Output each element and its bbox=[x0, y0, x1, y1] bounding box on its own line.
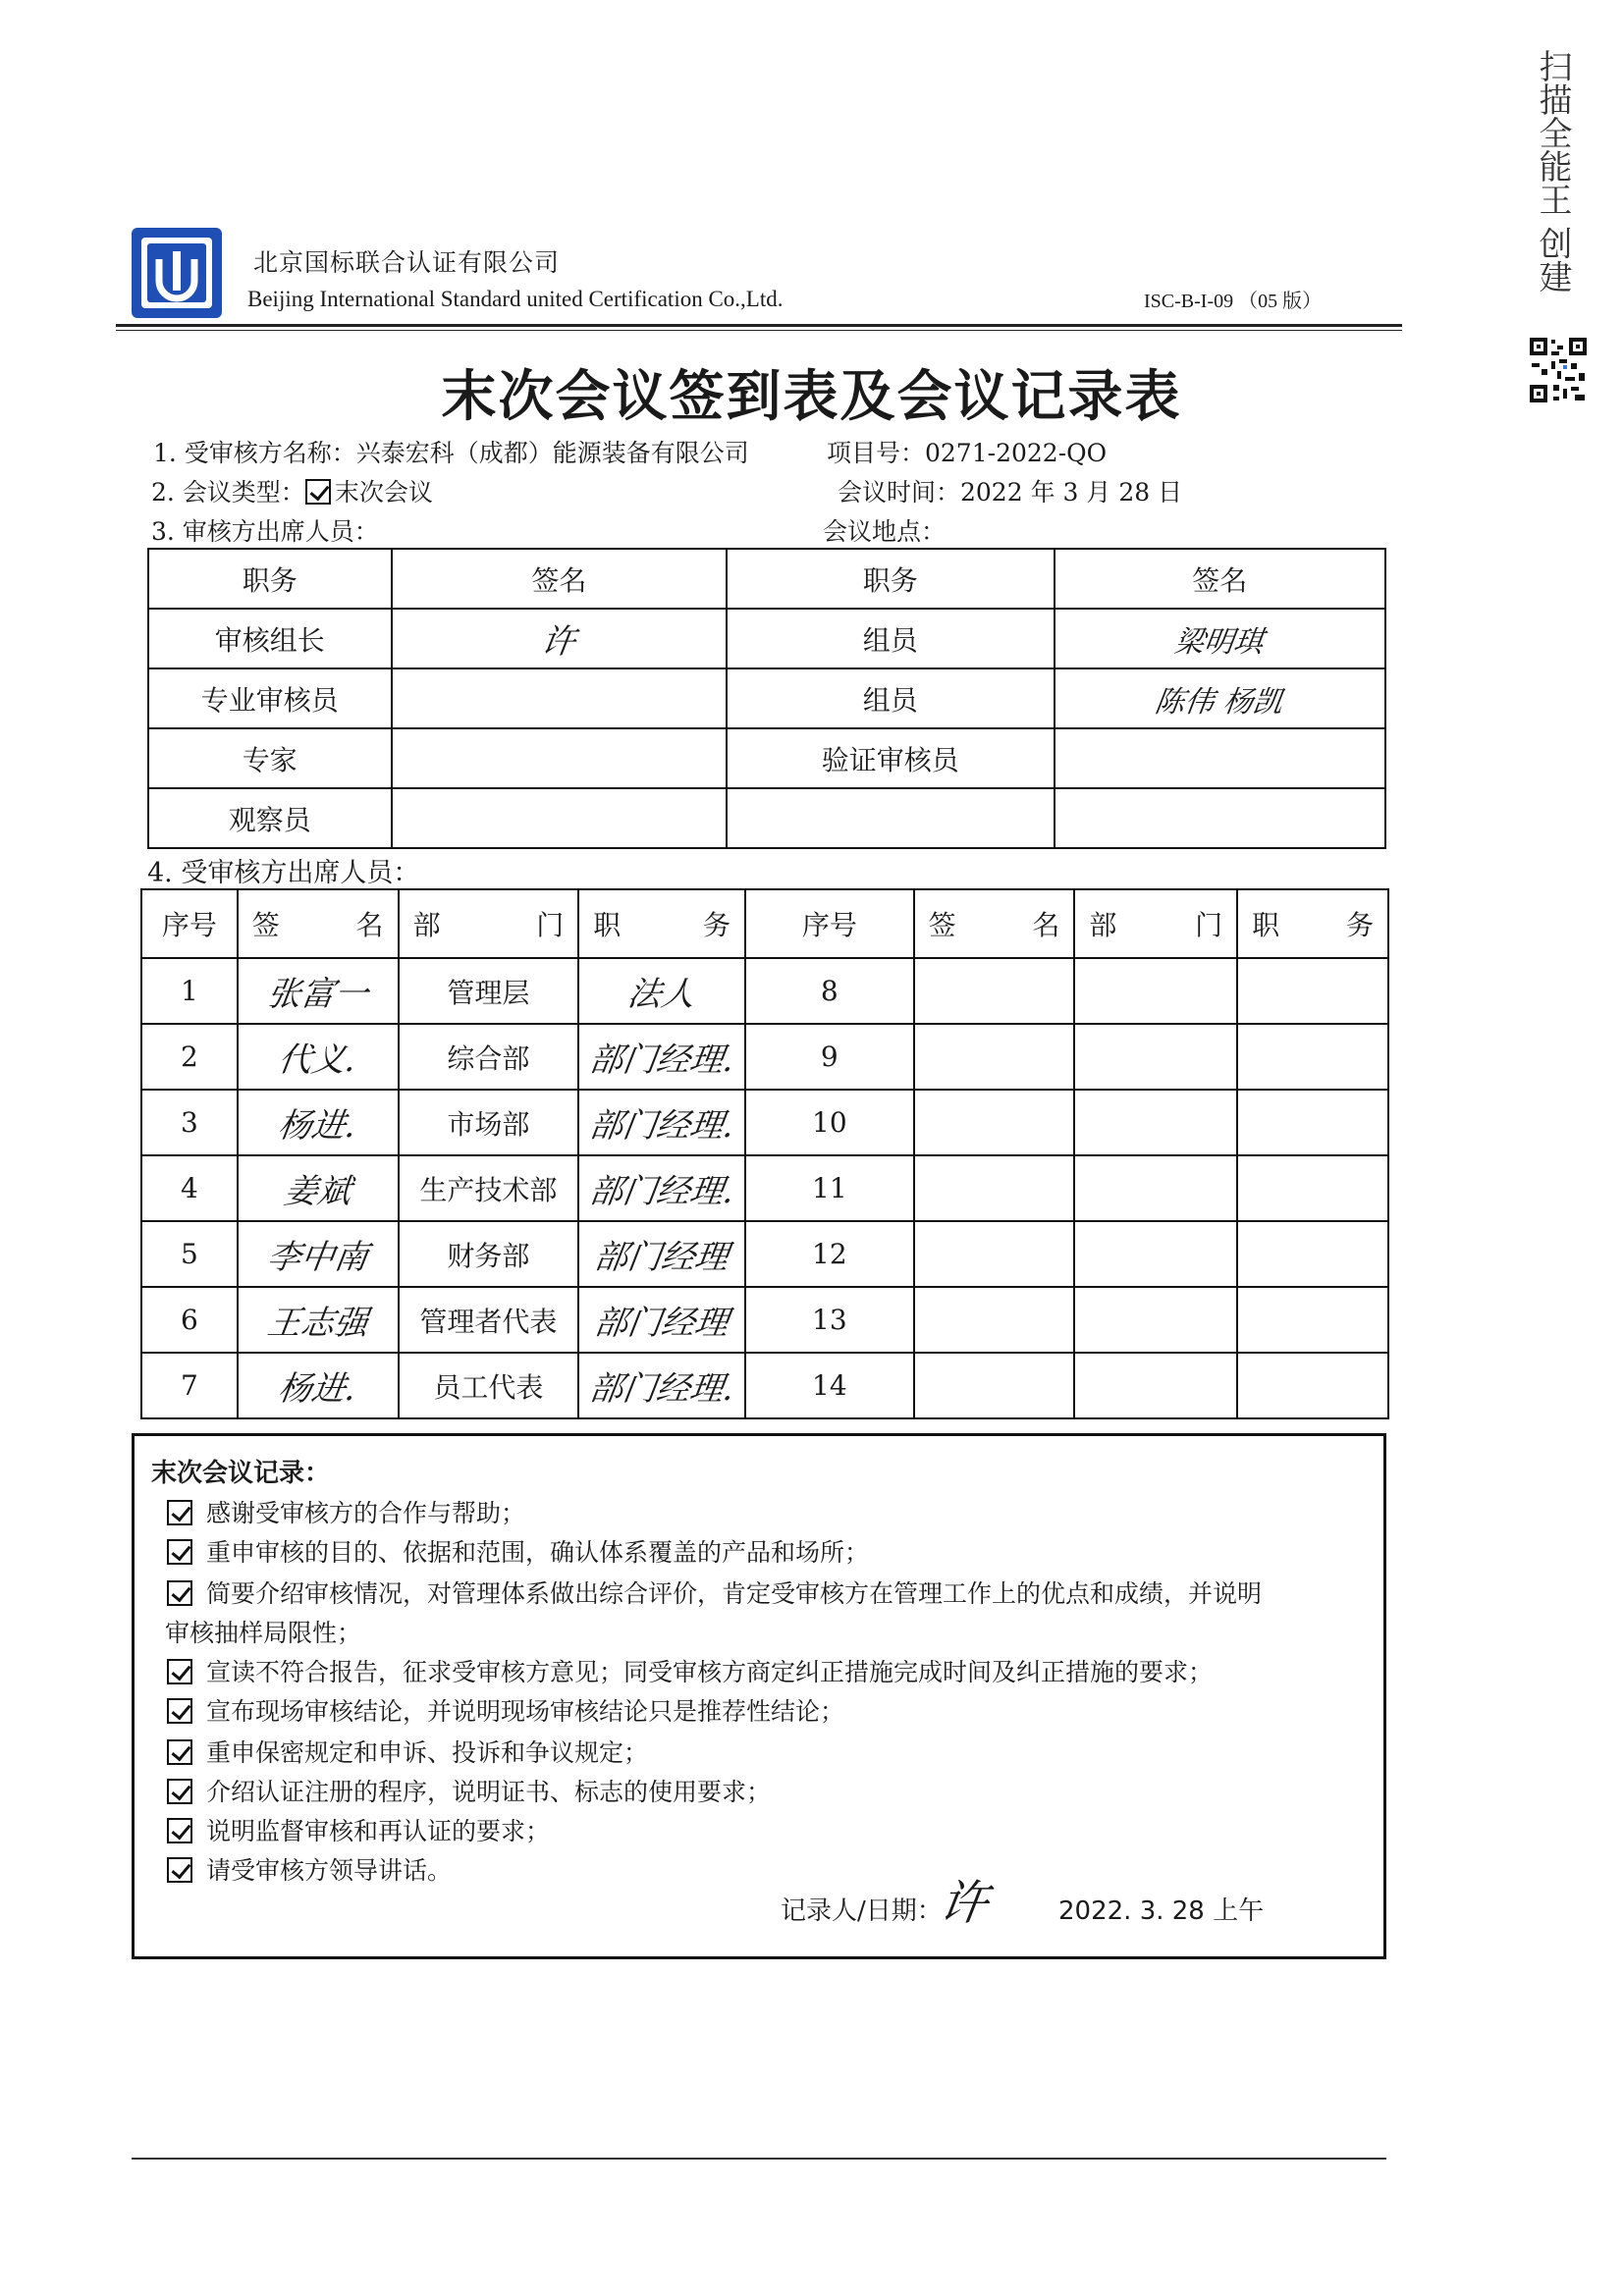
handwritten-position: 部门经理. bbox=[586, 1172, 736, 1211]
position-cell bbox=[578, 1353, 745, 1418]
signature-cell[interactable] bbox=[238, 1090, 399, 1155]
row-number: 5 bbox=[141, 1221, 238, 1287]
table-row bbox=[148, 728, 1385, 788]
auditor-attendees-label: 3. 审核方出席人员： bbox=[151, 517, 379, 546]
auditor-sign-in-table bbox=[147, 548, 1386, 849]
handwritten-position: 部门经理. bbox=[586, 1041, 736, 1080]
department-cell bbox=[1074, 1287, 1237, 1353]
header-cell: 签 名 bbox=[238, 889, 399, 958]
handwritten-position: 部门经理. bbox=[586, 1106, 736, 1146]
position-cell bbox=[1237, 1024, 1388, 1090]
signature: 王志强 bbox=[264, 1304, 370, 1343]
department-cell bbox=[1074, 958, 1237, 1024]
company-logo bbox=[128, 224, 226, 322]
signature-cell[interactable] bbox=[238, 1221, 399, 1287]
department-cell bbox=[1074, 1221, 1237, 1287]
signature: 姜斌 bbox=[281, 1172, 353, 1211]
header-cell: 序号 bbox=[141, 889, 238, 958]
signature-cell[interactable] bbox=[914, 1221, 1075, 1287]
position-cell bbox=[578, 1287, 745, 1353]
position-cell bbox=[1237, 1221, 1388, 1287]
department-cell bbox=[1074, 1353, 1237, 1418]
bottom-rule bbox=[132, 2158, 1386, 2160]
department-cell bbox=[1074, 1090, 1237, 1155]
position-cell bbox=[578, 1090, 745, 1155]
position-cell bbox=[1237, 1287, 1388, 1353]
role-cell: 审核组长 bbox=[148, 609, 392, 668]
signature: 杨进. bbox=[275, 1106, 359, 1146]
department-cell: 员工代表 bbox=[399, 1353, 579, 1418]
meeting-place: 会议地点： bbox=[823, 517, 947, 546]
record-checkbox[interactable] bbox=[167, 1857, 192, 1883]
position-cell bbox=[578, 1155, 745, 1221]
signature-cell[interactable] bbox=[1055, 728, 1385, 788]
signature-cell[interactable] bbox=[238, 1155, 399, 1221]
header-cell: 签名 bbox=[1055, 549, 1385, 609]
signature-cell[interactable] bbox=[914, 1287, 1075, 1353]
role-cell: 验证审核员 bbox=[727, 728, 1054, 788]
department-cell: 管理层 bbox=[399, 958, 579, 1024]
record-item: 宣布现场审核结论，并说明现场审核结论只是推荐性结论； bbox=[167, 1692, 844, 1728]
meeting-record-heading: 末次会议记录： bbox=[151, 1459, 331, 1488]
row-number: 11 bbox=[745, 1155, 914, 1221]
header-cell: 序号 bbox=[745, 889, 914, 958]
signature-cell[interactable] bbox=[1055, 668, 1385, 728]
header-cell: 部 门 bbox=[1074, 889, 1237, 958]
signature-cell[interactable] bbox=[392, 668, 727, 728]
record-checkbox[interactable] bbox=[167, 1818, 192, 1843]
company-name-cn: 北京国标联合认证有限公司 bbox=[253, 248, 561, 277]
row-number: 12 bbox=[745, 1221, 914, 1287]
signature-cell[interactable] bbox=[238, 958, 399, 1024]
role-cell: 观察员 bbox=[148, 788, 392, 848]
project-number: 项目号：0271-2022-QO bbox=[827, 439, 1108, 467]
meeting-type-label: 2. 会议类型： bbox=[151, 478, 305, 507]
table-row bbox=[141, 1090, 1388, 1155]
department-cell bbox=[1074, 1155, 1237, 1221]
signature-cell[interactable] bbox=[1055, 609, 1385, 668]
department-cell: 生产技术部 bbox=[399, 1155, 579, 1221]
meeting-type-line bbox=[151, 473, 433, 508]
signature-cell[interactable] bbox=[238, 1287, 399, 1353]
watermark-text: 扫描全能王 创建 bbox=[1533, 49, 1572, 294]
table-row bbox=[148, 609, 1385, 668]
record-checkbox[interactable] bbox=[167, 1739, 192, 1765]
position-cell bbox=[578, 958, 745, 1024]
header-cell: 部 门 bbox=[399, 889, 579, 958]
signature: 许 bbox=[539, 622, 578, 662]
record-checkbox[interactable] bbox=[167, 1500, 192, 1525]
header-cell: 签 名 bbox=[914, 889, 1075, 958]
role-cell bbox=[727, 788, 1054, 848]
signature-cell[interactable] bbox=[914, 1090, 1075, 1155]
row-number: 10 bbox=[745, 1090, 914, 1155]
table-row bbox=[141, 1287, 1388, 1353]
signature: 杨进. bbox=[275, 1369, 359, 1409]
record-checkbox[interactable] bbox=[167, 1698, 192, 1724]
company-name-en: Beijing International Standard united Certification Co.,Ltd. bbox=[247, 287, 784, 311]
handwritten-position: 部门经理 bbox=[591, 1304, 731, 1343]
handwritten-position: 法人 bbox=[624, 975, 698, 1014]
record-checkbox[interactable] bbox=[167, 1539, 192, 1565]
row-number: 13 bbox=[745, 1287, 914, 1353]
header-rule-thin bbox=[116, 330, 1402, 331]
signature-cell[interactable] bbox=[392, 609, 727, 668]
record-item: 介绍认证注册的程序，说明证书、标志的使用要求； bbox=[167, 1773, 771, 1808]
position-cell bbox=[578, 1024, 745, 1090]
document-title: 末次会议签到表及会议记录表 bbox=[441, 365, 1182, 429]
record-item: 重申保密规定和申诉、投诉和争议规定； bbox=[167, 1734, 648, 1769]
department-cell bbox=[1074, 1024, 1237, 1090]
row-number: 4 bbox=[141, 1155, 238, 1221]
role-cell: 专家 bbox=[148, 728, 392, 788]
recorder-label: 记录人/日期： bbox=[781, 1896, 943, 1926]
recorder-date: 2022. 3. 28 上午 bbox=[1058, 1896, 1265, 1926]
table-header-row bbox=[141, 889, 1388, 958]
table-row bbox=[148, 668, 1385, 728]
row-number: 9 bbox=[745, 1024, 914, 1090]
row-number: 1 bbox=[141, 958, 238, 1024]
position-cell bbox=[1237, 958, 1388, 1024]
meeting-type-checkbox[interactable] bbox=[305, 479, 331, 505]
record-item-continuation: 审核抽样局限性； bbox=[165, 1619, 362, 1647]
row-number: 7 bbox=[141, 1353, 238, 1418]
record-item: 请受审核方领导讲话。 bbox=[167, 1851, 452, 1887]
signature-cell[interactable] bbox=[1055, 788, 1385, 848]
record-item: 感谢受审核方的合作与帮助； bbox=[167, 1494, 525, 1529]
auditee-attendees-label: 4. 受审核方出席人员： bbox=[147, 858, 420, 888]
signature-cell[interactable] bbox=[238, 1024, 399, 1090]
role-cell: 专业审核员 bbox=[148, 668, 392, 728]
handwritten-position: 部门经理. bbox=[586, 1369, 736, 1409]
signature-cell[interactable] bbox=[392, 788, 727, 848]
table-row bbox=[141, 1221, 1388, 1287]
header-cell: 职 务 bbox=[578, 889, 745, 958]
position-cell bbox=[1237, 1353, 1388, 1418]
table-row bbox=[141, 1024, 1388, 1090]
signature: 张富一 bbox=[264, 975, 370, 1014]
position-cell bbox=[1237, 1155, 1388, 1221]
header-cell: 职务 bbox=[727, 549, 1054, 609]
signature-cell[interactable] bbox=[914, 958, 1075, 1024]
header-cell: 职 务 bbox=[1237, 889, 1388, 958]
record-checkbox[interactable] bbox=[167, 1779, 192, 1804]
record-item: 简要介绍审核情况，对管理体系做出综合评价，肯定受审核方在管理工作上的优点和成绩，并说明 bbox=[167, 1575, 1262, 1610]
record-item: 重申审核的目的、依据和范围，确认体系覆盖的产品和场所； bbox=[167, 1533, 869, 1569]
signature: 梁明琪 bbox=[1172, 624, 1267, 660]
recorder-signature: 许 bbox=[936, 1876, 992, 1931]
role-cell: 组员 bbox=[727, 668, 1054, 728]
signature: 李中南 bbox=[264, 1238, 370, 1277]
auditee-name-line: 1. 受审核方名称：兴泰宏科（成都）能源装备有限公司 bbox=[153, 439, 749, 467]
record-checkbox[interactable] bbox=[167, 1580, 192, 1606]
row-number: 2 bbox=[141, 1024, 238, 1090]
record-item: 说明监督审核和再认证的要求； bbox=[167, 1812, 550, 1847]
header-rule bbox=[116, 324, 1402, 327]
table-row bbox=[141, 1155, 1388, 1221]
form-code: ISC-B-I-09 （05 版） bbox=[1144, 291, 1323, 312]
handwritten-position: 部门经理 bbox=[591, 1238, 731, 1277]
signature-cell[interactable] bbox=[238, 1353, 399, 1418]
row-number: 3 bbox=[141, 1090, 238, 1155]
meeting-type-value: 末次会议 bbox=[334, 478, 433, 507]
row-number: 14 bbox=[745, 1353, 914, 1418]
role-cell: 组员 bbox=[727, 609, 1054, 668]
table-header-row bbox=[148, 549, 1385, 609]
signature: 代义. bbox=[275, 1041, 359, 1080]
header-cell: 职务 bbox=[148, 549, 392, 609]
header-cell: 签名 bbox=[392, 549, 727, 609]
department-cell: 综合部 bbox=[399, 1024, 579, 1090]
row-number: 8 bbox=[745, 958, 914, 1024]
table-row bbox=[148, 788, 1385, 848]
signature-cell[interactable] bbox=[914, 1353, 1075, 1418]
signature-cell[interactable] bbox=[392, 728, 727, 788]
position-cell bbox=[1237, 1090, 1388, 1155]
table-row bbox=[141, 1353, 1388, 1418]
position-cell bbox=[578, 1221, 745, 1287]
auditee-sign-in-table bbox=[140, 888, 1389, 1419]
meeting-time: 会议时间：2022 年 3 月 28 日 bbox=[838, 478, 1183, 507]
row-number: 6 bbox=[141, 1287, 238, 1353]
signature-cell[interactable] bbox=[914, 1024, 1075, 1090]
table-row bbox=[141, 958, 1388, 1024]
department-cell: 财务部 bbox=[399, 1221, 579, 1287]
department-cell: 管理者代表 bbox=[399, 1287, 579, 1353]
department-cell: 市场部 bbox=[399, 1090, 579, 1155]
record-checkbox[interactable] bbox=[167, 1659, 192, 1684]
signature-cell[interactable] bbox=[914, 1155, 1075, 1221]
record-item: 宣读不符合报告，征求受审核方意见；同受审核方商定纠正措施完成时间及纠正措施的要求； bbox=[167, 1653, 1213, 1688]
signature: 陈伟 杨凯 bbox=[1153, 684, 1285, 720]
